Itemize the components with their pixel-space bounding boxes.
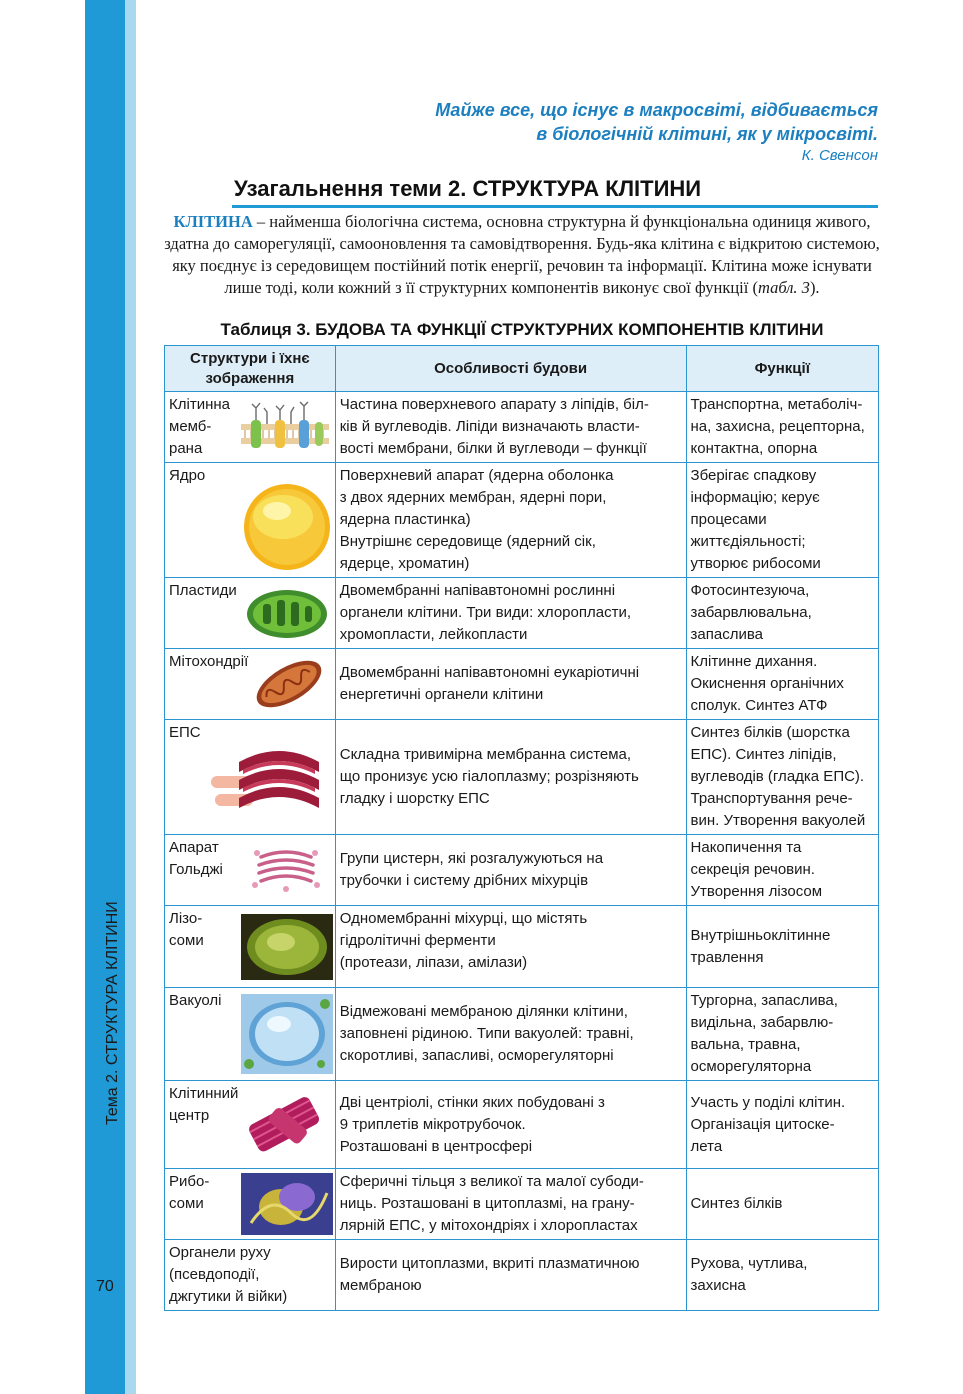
functions-cell: Тургорна, запаслива, видільна, забарвлю- вальна, травна, осморегуляторна bbox=[686, 988, 878, 1081]
functions-cell: Синтез білків bbox=[686, 1169, 878, 1240]
table-row bbox=[165, 835, 879, 906]
structure-table bbox=[164, 345, 879, 1311]
functions-cell: Фотосинтезуюча, забарвлювальна, запаслива bbox=[686, 578, 878, 649]
structure-name: Мітохондрії bbox=[169, 653, 249, 670]
table-row bbox=[165, 578, 879, 649]
er-image bbox=[209, 742, 329, 828]
functions-cell: Клітинне дихання. Окиснення органічних сполук. Синтез АТФ bbox=[686, 649, 878, 720]
table-row bbox=[165, 1081, 879, 1169]
structure-cell bbox=[165, 463, 336, 578]
structure-cell bbox=[165, 392, 336, 463]
structure-cell: Органели руху (псевдоподії, джгутики й війки) bbox=[165, 1240, 336, 1311]
side-color-band-light bbox=[125, 0, 136, 1394]
table-row bbox=[165, 649, 879, 720]
nucleus-image bbox=[243, 481, 331, 573]
functions-cell: Рухова, чутлива, захисна bbox=[686, 1240, 878, 1311]
structure-cell bbox=[165, 1081, 336, 1169]
structure-name: Апарат Гольджі bbox=[169, 839, 223, 878]
table-row bbox=[165, 1240, 879, 1311]
structure-name: Ядро bbox=[169, 467, 206, 484]
epigraph-author: К. Свенсон bbox=[801, 147, 878, 164]
structure-name: Клітинна мемб- рана bbox=[169, 396, 230, 457]
table-row bbox=[165, 1169, 879, 1240]
header-features: Особливості будови bbox=[335, 346, 686, 392]
side-color-band bbox=[85, 0, 125, 1394]
features-cell: Сферичні тільця з великої та малої субоди- ниць. Розташовані в цитоплазмі, на грану- лярній ЕПС, у мітохондріях і хлоропластах bbox=[335, 1169, 686, 1240]
table-row bbox=[165, 988, 879, 1081]
structure-name: Лізо- соми bbox=[169, 910, 204, 949]
features-cell: Поверхневий апарат (ядерна оболонка з двох ядерних мембран, ядерні пори, ядерна пластинка) Внутрішнє середовище (ядерний сік, ядерце, хроматин) bbox=[335, 463, 686, 578]
intro-paragraph bbox=[164, 211, 880, 299]
header-structure: Структури і їхнє зображення bbox=[165, 346, 336, 392]
structure-cell bbox=[165, 835, 336, 906]
section-title: Узагальнення теми 2. СТРУКТУРА КЛІТИНИ bbox=[234, 176, 702, 201]
features-cell: Складна тривимірна мембранна система, що пронизує усю гіалоплазму; розрізняють гладку і шорстку ЕПС bbox=[335, 720, 686, 835]
structure-cell bbox=[165, 578, 336, 649]
table-row bbox=[165, 392, 879, 463]
features-cell: Групи цистерн, які розгалужуються на трубочки і систему дрібних міхурців bbox=[335, 835, 686, 906]
structure-name: Вакуолі bbox=[169, 992, 222, 1009]
features-cell: Одномембранні міхурці, що містять гідролітичні ферменти (протеази, ліпази, амілази) bbox=[335, 906, 686, 988]
structure-name: Рибо- соми bbox=[169, 1173, 210, 1212]
structure-cell bbox=[165, 649, 336, 720]
features-cell: Вирости цитоплазми, вкриті плазматичною мембраною bbox=[335, 1240, 686, 1311]
functions-cell: Накопичення та секреція речовин. Утворення лізосом bbox=[686, 835, 878, 906]
features-cell: Двомембранні напівавтономні рослинні органели клітини. Три види: хлоропласти, хромопласти, лейкопласти bbox=[335, 578, 686, 649]
intro-text: – найменша біологічна система, основна структурна й функціональна одиниця живого, здатна до саморегуляції, самооновлення та самовідтворення. Будь-яка клітина є відкритою системою, яку поєднує із середовищем постійний потік енергії, речовин та інформації. Клітина може існувати лише тоді, коли кожний з її структурних компонентів виконує свої функції ( bbox=[164, 212, 880, 297]
features-cell: Частина поверхневого апарату з ліпідів, біл- ків й вуглеводів. Ліпіди визначають власти- вості мембрани, білки й вуглеводи – функції bbox=[335, 392, 686, 463]
functions-cell: Транспортна, метаболіч- на, захисна, рецепторна, контактна, опорна bbox=[686, 392, 878, 463]
page-margin bbox=[0, 0, 85, 1394]
table-row bbox=[165, 463, 879, 578]
features-cell: Дві центріолі, стінки яких побудовані з 9 триплетів мікротрубочок. Розташовані в центросфері bbox=[335, 1081, 686, 1169]
structure-name: ЕПС bbox=[169, 724, 201, 741]
structure-cell bbox=[165, 988, 336, 1081]
functions-cell: Участь у поділі клітин. Організація цитоске- лета bbox=[686, 1081, 878, 1169]
features-cell: Двомембранні напівавтономні еукаріотичні енергетичні органели клітини bbox=[335, 649, 686, 720]
intro-term: КЛІТИНА bbox=[173, 212, 253, 231]
functions-cell: Синтез білків (шорстка ЕПС). Синтез ліпідів, вуглеводів (гладка ЕПС). Транспортування рече- вин. Утворення вакуолей bbox=[686, 720, 878, 835]
table-row bbox=[165, 720, 879, 835]
structure-name: Клітинний центр bbox=[169, 1085, 239, 1124]
epigraph bbox=[435, 98, 878, 166]
structure-cell bbox=[165, 1169, 336, 1240]
functions-cell: Внутрішньоклітинне травлення bbox=[686, 906, 878, 988]
sidebar-topic-label: Тема 2. СТРУКТУРА КЛІТИНИ bbox=[104, 901, 121, 1125]
features-cell: Відмежовані мембраною ділянки клітини, заповнені рідиною. Типи вакуолей: травні, скоротливі, запасливі, осморегуляторні bbox=[335, 988, 686, 1081]
epigraph-line-2: в біологічній клітині, як у мікросвіті. bbox=[536, 124, 878, 144]
table-caption: Таблиця 3. БУДОВА ТА ФУНКЦІЇ СТРУКТУРНИХ КОМПОНЕНТІВ КЛІТИНИ bbox=[220, 320, 824, 339]
table-row bbox=[165, 906, 879, 988]
structure-cell bbox=[165, 906, 336, 988]
title-underline bbox=[232, 205, 878, 208]
functions-cell: Зберігає спадкову інформацію; керує процесами життєдіяльності; утворює рибосоми bbox=[686, 463, 878, 578]
epigraph-line-1: Майже все, що існує в макросвіті, відбивається bbox=[435, 100, 878, 120]
structure-cell bbox=[165, 720, 336, 835]
structure-name: Пластиди bbox=[169, 582, 237, 599]
page-number: 70 bbox=[96, 1278, 114, 1295]
header-functions: Функції bbox=[686, 346, 878, 392]
intro-ref: табл. 3 bbox=[757, 278, 810, 297]
intro-end: ). bbox=[809, 278, 820, 297]
